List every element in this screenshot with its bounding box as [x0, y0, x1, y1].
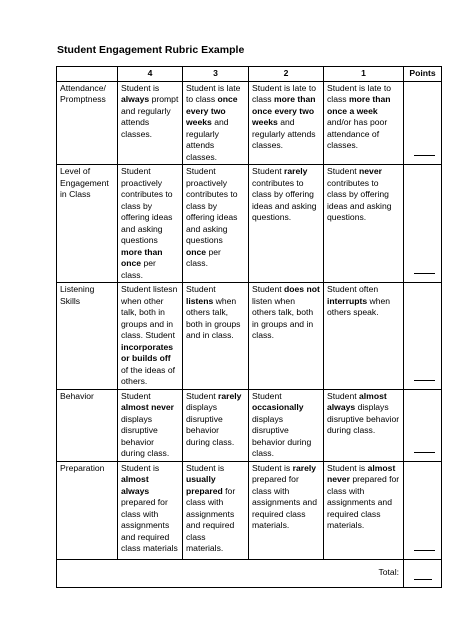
page-title: Student Engagement Rubric Example [57, 44, 245, 56]
points-blank-line [414, 273, 435, 274]
descriptor-cell-score-3 [183, 283, 249, 390]
descriptor-text: displays disruptive behavior during class. [186, 402, 235, 447]
descriptor-text: Student often [327, 284, 379, 294]
descriptor-cell-score-4 [118, 389, 183, 461]
descriptor-cell-score-4 [118, 461, 183, 559]
descriptor-text: displays disruptive behavior during class. [252, 413, 312, 458]
descriptor-text: Student is late to class [186, 82, 241, 104]
descriptor-text: Student [186, 390, 219, 401]
descriptor-cell-score-1 [324, 81, 404, 165]
descriptor-text: Student listesn when other talk, both in groups and in class. Student [121, 284, 178, 340]
descriptor-text: prepared for class with assignments and required class materials. [327, 474, 400, 530]
total-label: Total: [57, 559, 404, 587]
points-blank[interactable] [404, 389, 442, 461]
descriptor-text: contributes to class by offering ideas and asking questions. [252, 177, 317, 222]
descriptor-text: when others speak. [327, 295, 391, 317]
descriptor-emphasis: incorporates or builds off [121, 341, 174, 363]
rubric-row [57, 165, 442, 283]
descriptor-text: and/or has poor attendance of classes. [327, 117, 388, 150]
descriptor-text: Student is [327, 462, 368, 473]
header-points: Points [404, 67, 442, 82]
descriptor-text: Student is [252, 462, 293, 473]
points-blank[interactable] [404, 165, 442, 283]
header-criterion [57, 67, 118, 82]
descriptor-cell-score-1 [324, 389, 404, 461]
descriptor-emphasis: almost never [121, 402, 175, 412]
descriptor-text: displays disruptive behavior during class. [327, 402, 400, 435]
descriptor-text: Student is [121, 462, 160, 473]
descriptor-text: for class with assignments and required class materials. [186, 485, 236, 553]
points-blank-line [414, 452, 435, 453]
descriptor-emphasis: rarely [284, 166, 308, 176]
criterion-label: Attendance/ Promptness [57, 81, 118, 165]
descriptor-text: prepared for class with assignments and required class materials [121, 497, 178, 553]
descriptor-text: Student [252, 390, 282, 401]
rubric-row [57, 461, 442, 559]
descriptor-text: of the ideas of others. [121, 364, 175, 386]
header-score-2: 2 [249, 67, 324, 82]
descriptor-text: displays disruptive behavior during class. [121, 413, 170, 458]
points-blank-line [414, 550, 435, 551]
descriptor-text: per class. [121, 258, 156, 280]
descriptor-text: listen when others talk, both in groups and in class. [252, 295, 314, 340]
descriptor-emphasis: almost never [327, 462, 396, 484]
descriptor-text: Student [121, 390, 151, 401]
descriptor-emphasis: listens [186, 295, 214, 306]
descriptor-text: Student is late to class [252, 82, 317, 104]
descriptor-emphasis: interrupts [327, 295, 368, 306]
descriptor-emphasis: rarely [218, 390, 242, 401]
descriptor-text: Student [252, 166, 285, 176]
descriptor-emphasis: once [186, 246, 207, 257]
descriptor-cell-score-3 [183, 389, 249, 461]
descriptor-cell-score-4 [118, 165, 183, 283]
header-score-4: 4 [118, 67, 183, 82]
descriptor-text: and regularly attends classes. [186, 117, 229, 162]
rubric-table [56, 66, 442, 588]
criterion-label: Listening Skills [57, 283, 118, 390]
descriptor-cell-score-3 [183, 461, 249, 559]
descriptor-cell-score-4 [118, 283, 183, 390]
descriptor-emphasis: does not [284, 284, 320, 294]
descriptor-text: Student proactively contributes to class by offering ideas and asking questions [186, 166, 238, 245]
descriptor-text: prompt and regularly attends classes. [121, 94, 179, 139]
criterion-label: Preparation [57, 461, 118, 559]
descriptor-text: when others talk, both in groups and in class. [186, 295, 241, 340]
descriptor-cell-score-2 [249, 389, 324, 461]
descriptor-cell-score-2 [249, 283, 324, 390]
total-points-blank[interactable] [404, 559, 442, 587]
descriptor-emphasis: almost always [327, 390, 387, 412]
points-blank-line [414, 380, 435, 381]
descriptor-text: Student [327, 390, 360, 401]
descriptor-emphasis: almost always [121, 474, 150, 496]
descriptor-text: Student proactively contributes to class by offering ideas and asking questions [121, 166, 173, 245]
rubric-row [57, 389, 442, 461]
descriptor-cell-score-1 [324, 283, 404, 390]
points-blank[interactable] [404, 283, 442, 390]
descriptor-cell-score-1 [324, 165, 404, 283]
descriptor-cell-score-4 [118, 81, 183, 165]
descriptor-text: Student is late to class [327, 82, 392, 104]
points-blank-line [414, 155, 435, 156]
descriptor-cell-score-2 [249, 81, 324, 165]
descriptor-emphasis: never [359, 166, 382, 176]
descriptor-cell-score-3 [183, 81, 249, 165]
criterion-label: Behavior [57, 389, 118, 461]
descriptor-emphasis: more than once [121, 246, 163, 268]
descriptor-text: Student [327, 166, 360, 176]
descriptor-cell-score-2 [249, 165, 324, 283]
descriptor-emphasis: more than once every two weeks [252, 94, 316, 127]
descriptor-text: Student is [186, 462, 225, 473]
descriptor-text: Student [186, 284, 216, 294]
descriptor-emphasis: usually prepared [186, 474, 223, 496]
header-score-1: 1 [324, 67, 404, 82]
descriptor-emphasis: always [121, 94, 150, 104]
descriptor-cell-score-3 [183, 165, 249, 283]
descriptor-cell-score-2 [249, 461, 324, 559]
descriptor-text: per class. [186, 246, 221, 268]
descriptor-text: contributes to class by offering ideas and asking questions. [327, 177, 392, 222]
descriptor-emphasis: rarely [292, 462, 317, 473]
rubric-row [57, 283, 442, 390]
descriptor-cell-score-1 [324, 461, 404, 559]
points-blank[interactable] [404, 81, 442, 165]
total-row [57, 559, 442, 587]
descriptor-text: Student [252, 284, 285, 294]
descriptor-emphasis: more than once a week [327, 94, 391, 116]
descriptor-emphasis: once every two weeks [186, 94, 238, 127]
header-row [57, 67, 442, 82]
header-score-3: 3 [183, 67, 249, 82]
descriptor-text: Student is [121, 82, 160, 93]
descriptor-emphasis: occasionally [252, 402, 304, 412]
rubric-row [57, 81, 442, 165]
criterion-label: Level of Engagement in Class [57, 165, 118, 283]
descriptor-text: prepared for class with assignments and required class materials. [252, 474, 317, 530]
descriptor-text: and regularly attends classes. [252, 117, 316, 150]
points-blank[interactable] [404, 461, 442, 559]
